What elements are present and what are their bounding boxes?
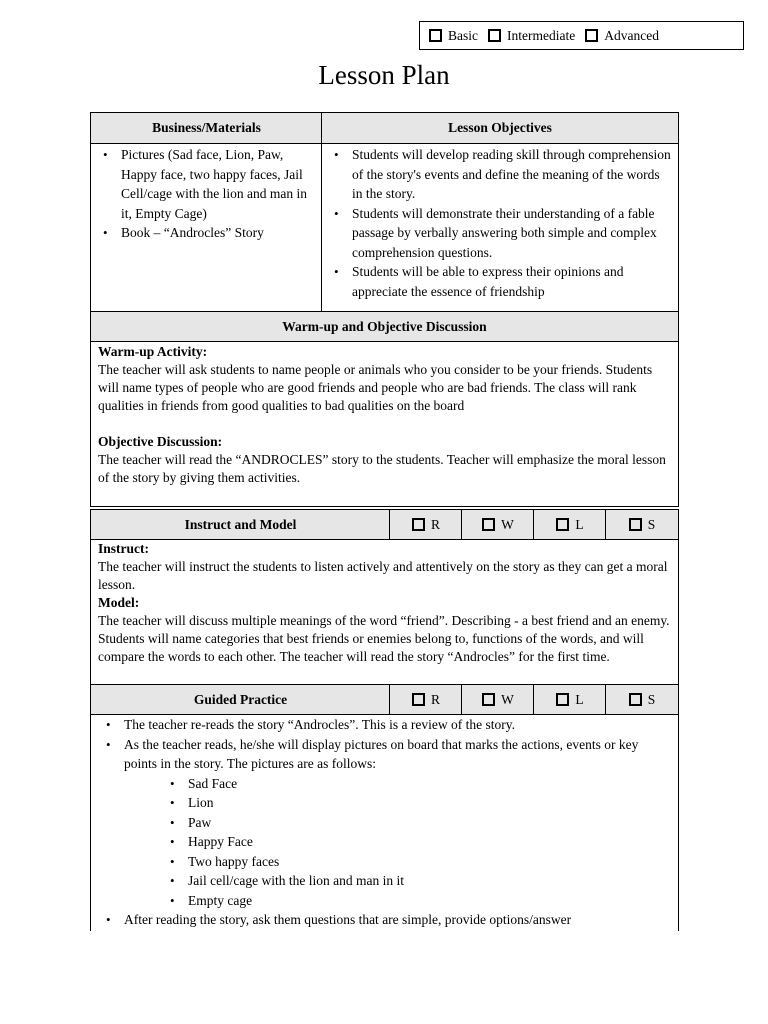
list-item: • After reading the story, ask them questions that are simple, provide options/answer [102,910,682,929]
instruct-body [98,540,672,666]
skill-r[interactable]: R [390,510,462,539]
level-basic-label: Basic [448,27,478,43]
list-item: • The teacher re-reads the story “Androcles”. This is a review of the story. [102,715,662,735]
instruct-text: The teacher will instruct the students to listen actively and attentively on the story as they can get a moral lesson. [98,559,668,592]
table-border [605,509,606,540]
warmup-header: Warm-up and Objective Discussion [91,312,678,341]
skill-w[interactable]: W [462,510,534,539]
picture-item: • Jail cell/cage with the lion and man in it [166,871,662,891]
skill-s[interactable]: S [606,510,678,539]
page-title: Lesson Plan [318,60,450,90]
table-border [461,509,462,540]
instruct-label: Instruct: [98,541,149,556]
materials-cell [99,145,315,243]
instruct-header: Instruct and Model [91,510,390,539]
checkbox-icon[interactable] [556,693,569,706]
guided-last-item [102,910,682,929]
table-border [389,509,390,540]
picture-item: • Two happy faces [166,852,662,872]
list-item: • As the teacher reads, he/she will display pictures on board that marks the actions, events or key points in the story. The pictures are as follows: • Sad Face • Lion • Paw • Happy Face • Two happy faces • Jail cell/cage with the lion and man in it • Empty cage [102,735,662,911]
table-border [90,341,679,342]
checkbox-icon[interactable] [482,518,495,531]
list-item: • Students will be able to express their opinions and appreciate the essence of friendship [330,262,673,301]
table-border [321,112,322,312]
model-text: The teacher will discuss multiple meanings of the word “friend”. Describing - a best friend and an enemy. Students will name categories that best friends or enemies belong to, functions of the words, and will compare the words to each other. The teacher will read the story “Androcles” for the first time. [98,613,670,664]
level-advanced-label: Advanced [604,27,659,43]
table-border [90,684,679,685]
skill-l[interactable]: L [534,510,606,539]
objective-discussion-text: The teacher will read the “ANDROCLES” story to the students. Teacher will emphasize the moral lesson of the story by giving them activities. [98,452,666,485]
skill-r[interactable]: R [390,685,462,714]
table-border [90,509,679,510]
table-border [461,684,462,715]
skill-s[interactable]: S [606,685,678,714]
checkbox-icon[interactable] [488,29,501,42]
skill-l[interactable]: L [534,685,606,714]
list-item: • Pictures (Sad face, Lion, Paw, Happy face, two happy faces, Jail Cell/cage with the lion and man in it, Empty Cage) [99,145,315,223]
objectives-header: Lesson Objectives [322,113,678,143]
objectives-cell [330,145,673,301]
table-border [605,684,606,715]
objective-discussion-label: Objective Discussion: [98,434,223,449]
table-border [90,112,679,113]
picture-item: • Sad Face [166,774,662,794]
model-label: Model: [98,595,140,610]
checkbox-icon[interactable] [629,518,642,531]
picture-item: • Empty cage [166,891,662,911]
table-border [678,509,679,931]
picture-item: • Paw [166,813,662,833]
level-selector [419,21,744,50]
checkbox-icon[interactable] [412,518,425,531]
table-border [90,143,679,144]
table-border [90,539,679,540]
level-intermediate-label: Intermediate [507,27,576,43]
checkbox-icon[interactable] [556,518,569,531]
table-border [533,509,534,540]
warmup-body [98,343,672,487]
checkbox-icon[interactable] [629,693,642,706]
checkbox-icon[interactable] [585,29,598,42]
warmup-activity-text: The teacher will ask students to name people or animals who you consider to be your friends. Students will name types of people who are good friends and people who are bad friends. The class will rank qualities in friends from good qualities to bad qualities on the board [98,362,653,413]
table-border [90,311,679,312]
checkbox-icon[interactable] [412,693,425,706]
table-border [533,684,534,715]
table-border [90,714,679,715]
table-border [90,112,91,507]
table-border [678,112,679,507]
picture-item: • Happy Face [166,832,662,852]
checkbox-icon[interactable] [482,693,495,706]
table-border [90,506,679,507]
list-item: • Book – “Androcles” Story [99,223,315,243]
table-border [90,509,91,931]
warmup-activity-label: Warm-up Activity: [98,344,208,359]
picture-item: • Lion [166,793,662,813]
list-item: • Students will develop reading skill through comprehension of the story's events and define the meaning of the words in the story. [330,145,673,204]
list-item: • Students will demonstrate their understanding of a fable passage by verbally answering both simple and complex comprehension questions. [330,204,673,263]
checkbox-icon[interactable] [429,29,442,42]
guided-body [102,715,662,910]
guided-header: Guided Practice [91,685,390,714]
skill-w[interactable]: W [462,685,534,714]
materials-header: Business/Materials [91,113,322,143]
table-border [389,684,390,715]
